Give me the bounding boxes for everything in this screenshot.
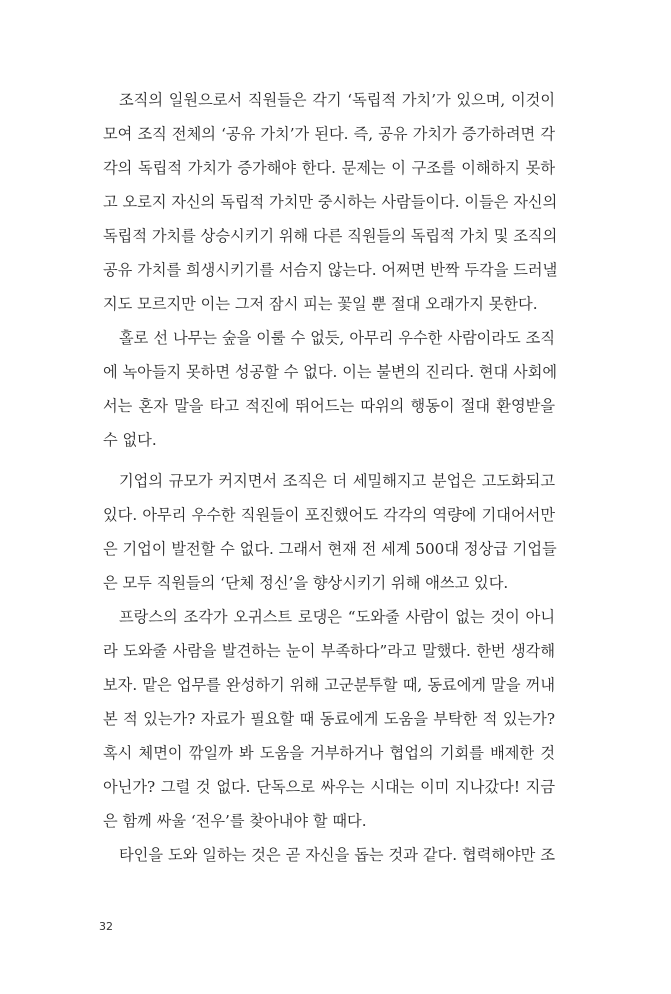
text-line: 서는 혼자 말을 타고 적진에 뛰어드는 따위의 행동이 절대 환영받을: [103, 397, 555, 415]
text-line: 기업의 규모가 커지면서 조직은 더 세밀해지고 분업은 고도화되고: [119, 472, 555, 490]
text-line: 홀로 선 나무는 숲을 이룰 수 없듯, 아무리 우수한 사람이라도 조직: [119, 329, 555, 347]
text-line: 독립적 가치를 상승시키기 위해 다른 직원들의 독립적 가치 및 조직의: [103, 227, 558, 245]
text-line: 은 모두 직원들의 ‘단체 정신’을 향상시키기 위해 애쓰고 있다.: [103, 574, 509, 592]
text-line: 모여 조직 전체의 ‘공유 가치’가 된다. 즉, 공유 가치가 증가하려면 각: [103, 125, 555, 143]
text-line: 공유 가치를 희생시키기를 서슴지 않는다. 어쩌면 반짝 두각을 드러낼: [103, 261, 558, 279]
text-line: 프랑스의 조각가 오귀스트 로댕은 “도와줄 사람이 없는 것이 아니: [119, 608, 555, 626]
text-line: 혹시 체면이 깎일까 봐 도움을 거부하거나 협업의 기회를 배제한 것: [103, 744, 555, 762]
text-line: 각의 독립적 가치가 증가해야 한다. 문제는 이 구조를 이해하지 못하: [103, 159, 555, 177]
text-line: 조직의 일원으로서 직원들은 각기 ‘독립적 가치’가 있으며, 이것이: [119, 91, 555, 109]
text-line: 있다. 아무리 우수한 직원들이 포진했어도 각각의 역량에 기대어서만: [103, 506, 555, 524]
text-line: 에 녹아들지 못하면 성공할 수 없다. 이는 불변의 진리다. 현대 사회에: [103, 363, 558, 381]
text-line: 라 도와줄 사람을 발견하는 눈이 부족하다”라고 말했다. 한번 생각해: [103, 642, 555, 660]
page-number: 32: [99, 920, 113, 933]
text-line: 보자. 맡은 업무를 완성하기 위해 고군분투할 때, 동료에게 말을 꺼내: [103, 676, 555, 694]
text-line: 아닌가? 그럴 것 없다. 단독으로 싸우는 시대는 이미 지나갔다! 지금: [103, 778, 555, 796]
text-line: 은 기업이 발전할 수 없다. 그래서 현재 전 세계 500대 정상급 기업들: [103, 540, 557, 558]
text-line: 수 없다.: [103, 431, 157, 449]
text-line: 본 적 있는가? 자료가 필요할 때 동료에게 도움을 부탁한 적 있는가?: [103, 710, 555, 728]
text-line: 지도 모르지만 이는 그저 잠시 피는 꽃일 뿐 절대 오래가지 못한다.: [103, 295, 538, 313]
text-line: 고 오로지 자신의 독립적 가치만 중시하는 사람들이다. 이들은 자신의: [103, 193, 558, 211]
text-line: 은 함께 싸울 ‘전우’를 찾아내야 할 때다.: [103, 812, 367, 830]
text-line: 타인을 도와 일하는 것은 곧 자신을 돕는 것과 같다. 협력해야만 조: [119, 846, 555, 864]
